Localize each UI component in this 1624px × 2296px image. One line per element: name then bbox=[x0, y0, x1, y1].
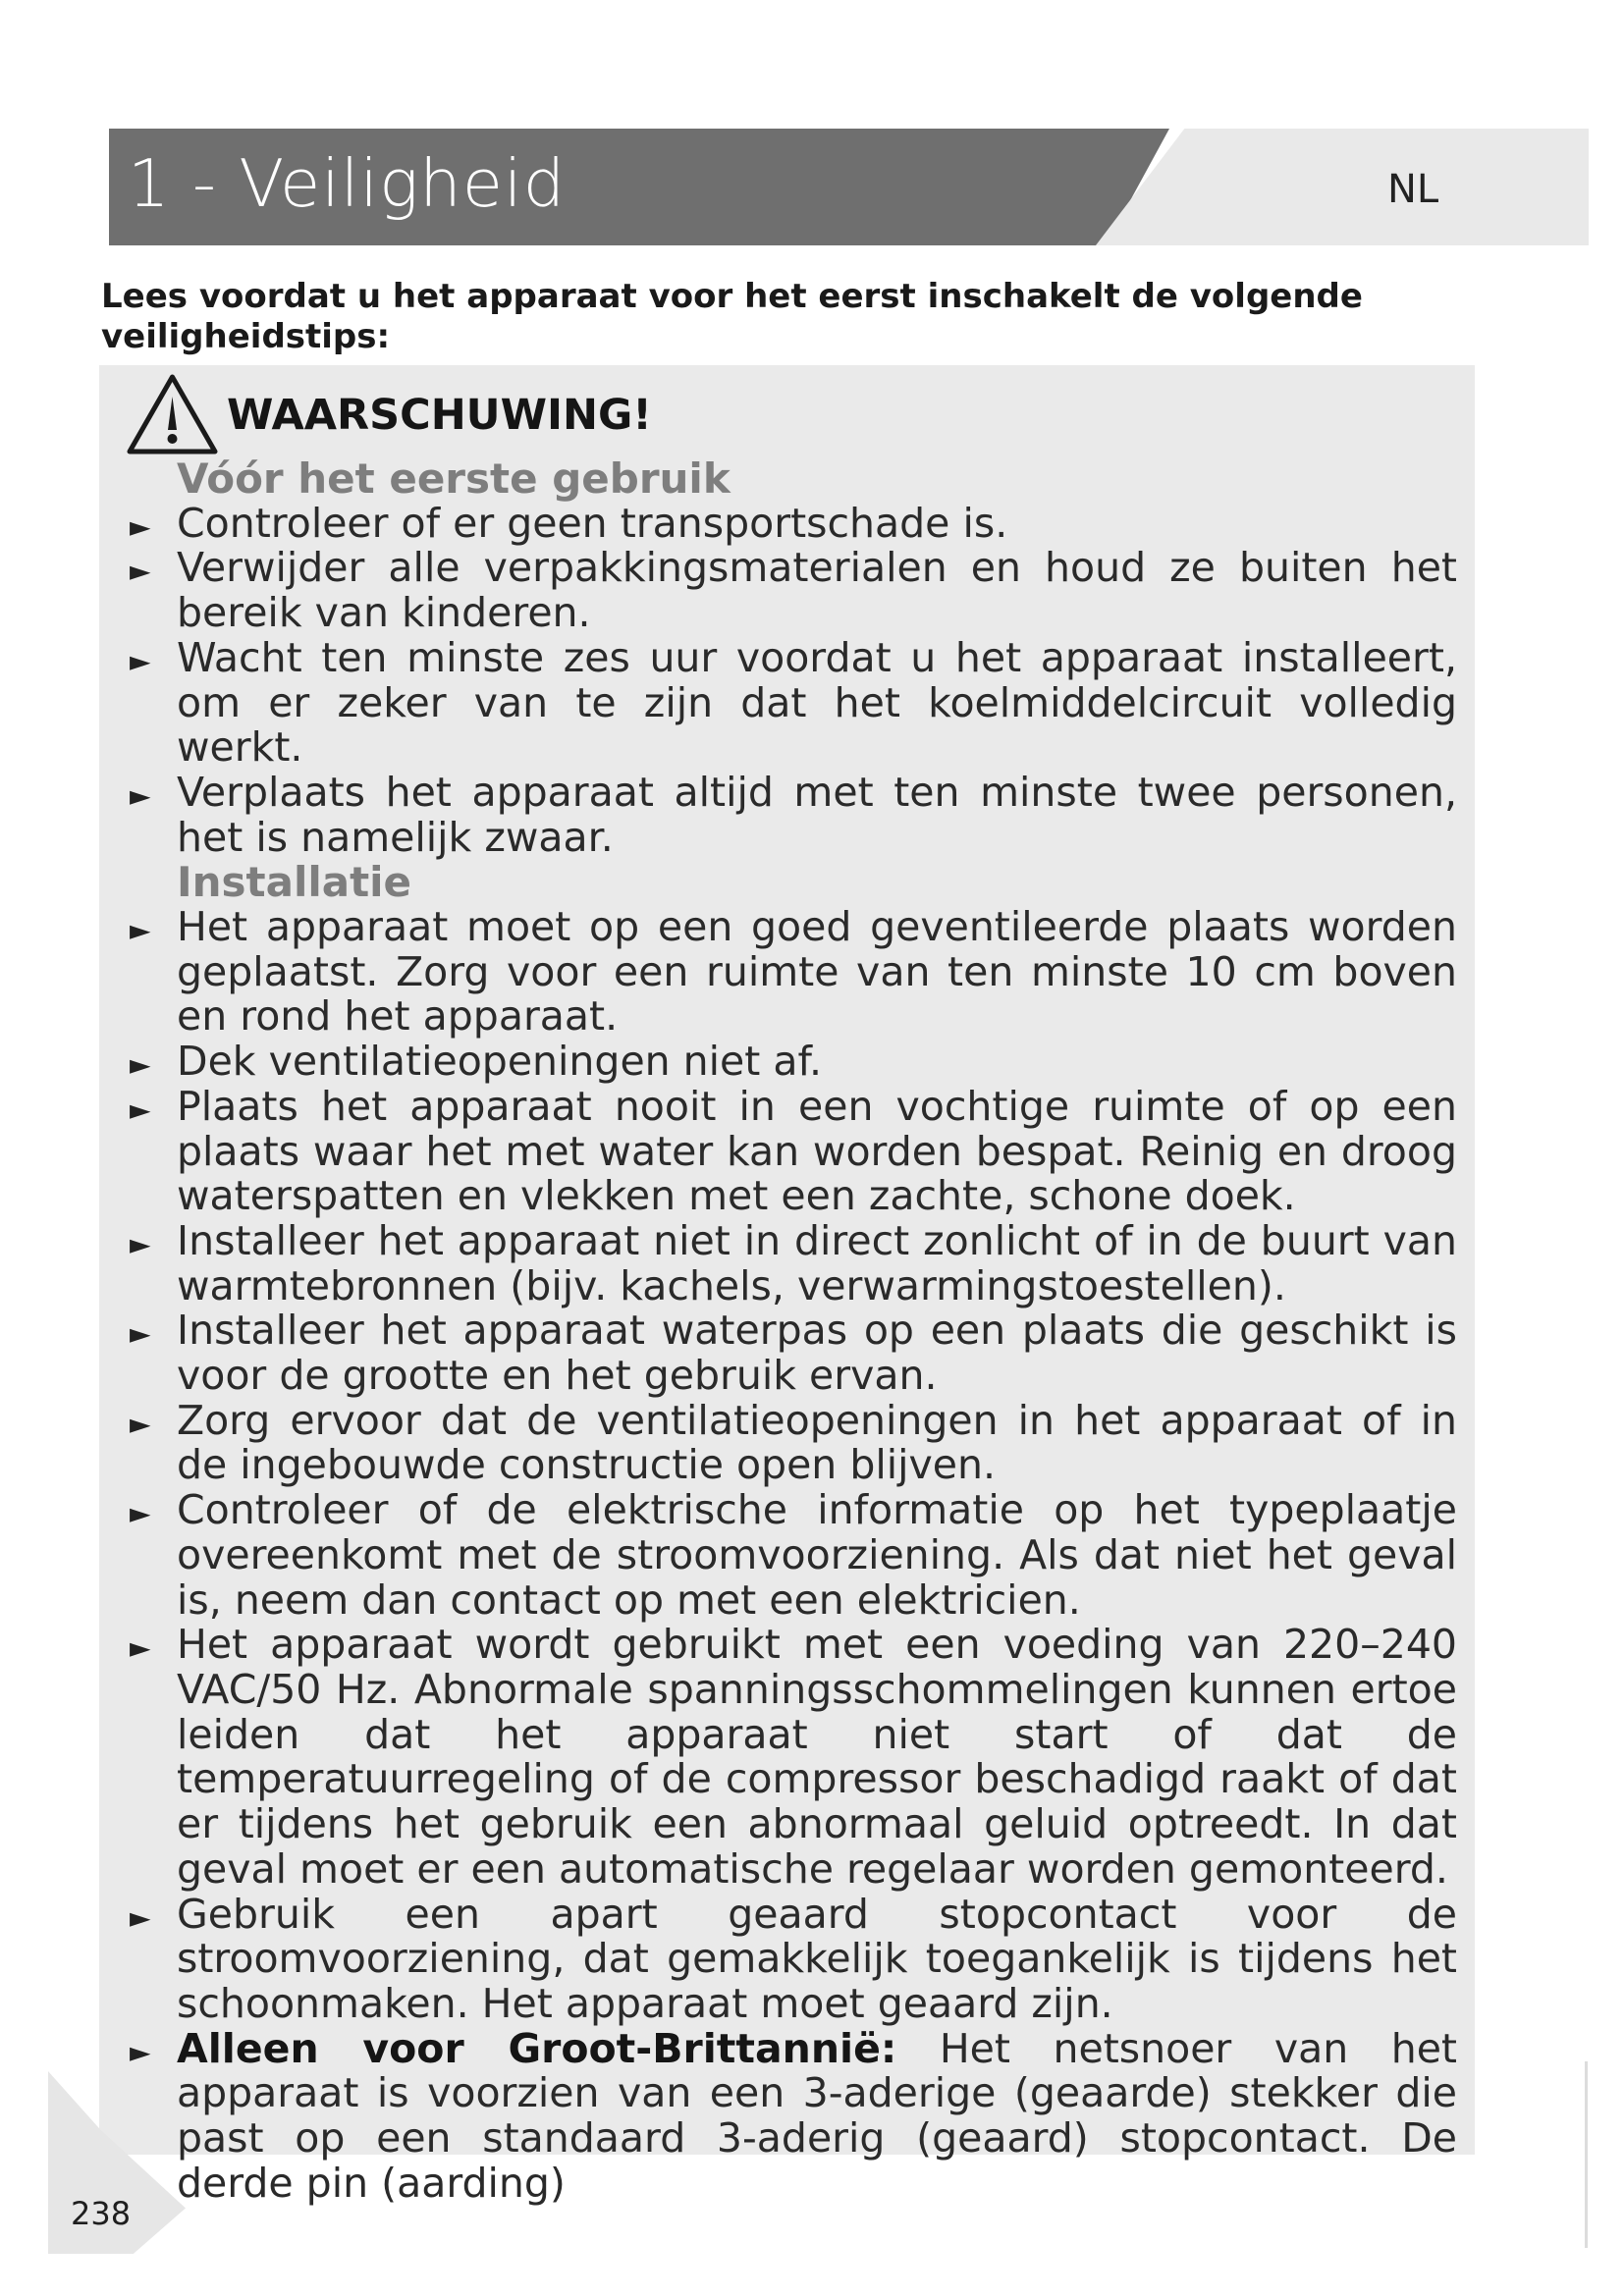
list-item: ► Plaats het apparaat nooit in een vochtige ruimte of op een plaats waar het met water kan worden bespat. Reinig en droog waterspatten en vlekken met een zachte, schone doek. bbox=[130, 1082, 1457, 1220]
list-item: ► Controleer of de elektrische informatie op het typeplaatje overeenkomt met de stroomvoorziening. Als dat niet het geval is, neem dan contact op met een elektricien. bbox=[130, 1486, 1457, 1624]
bullet-arrow-icon: ► bbox=[130, 555, 151, 588]
list-item: ► Alleen voor Groot-Brittannië: Het netsnoer van het apparaat is voorzien van een 3-aderige (geaarde) stekker die past op een standaard 3-aderig (geaard) stopcontact. De derde pin (aarding) bbox=[130, 2024, 1457, 2207]
page-number: 238 bbox=[71, 2195, 132, 2232]
bullet-arrow-icon: ► bbox=[130, 1407, 151, 1440]
bullet-arrow-icon: ► bbox=[130, 778, 151, 812]
installation-list bbox=[126, 905, 1457, 2206]
bullet-arrow-icon: ► bbox=[130, 1497, 151, 1530]
section-title-first-use: Vóór het eerste gebruik bbox=[177, 454, 731, 503]
list-item: ► Controleer of er geen transportschade is. bbox=[126, 502, 1457, 547]
section-title-installation: Installatie bbox=[177, 858, 412, 907]
bullet-arrow-icon: ► bbox=[130, 1093, 151, 1126]
list-item: ► Verwijder alle verpakkingsmaterialen en houd ze buiten het bereik van kinderen. bbox=[130, 544, 1457, 637]
margin-rule bbox=[1585, 2061, 1588, 2248]
bullet-arrow-icon: ► bbox=[130, 2035, 151, 2068]
bullet-arrow-icon: ► bbox=[130, 1317, 151, 1351]
bullet-arrow-icon: ► bbox=[130, 1048, 151, 1082]
list-item: ► Gebruik een apart geaard stopcontact voor de stroomvoorziening, dat gemakkelijk toegankelijk is tijdens het schoonmaken. Het apparaat moet geaard zijn. bbox=[130, 1890, 1457, 2027]
intro-text: Lees voordat u het apparaat voor het eerst inschakelt de volgende veiligheidstips: bbox=[101, 277, 1363, 356]
safety-content bbox=[126, 456, 1457, 2206]
bullet-arrow-icon: ► bbox=[130, 1631, 151, 1665]
warning-title: WAARSCHUWING! bbox=[227, 390, 652, 440]
bullet-arrow-icon: ► bbox=[130, 509, 151, 543]
page-title: 1 - Veiligheid bbox=[128, 145, 567, 222]
list-item: ► Zorg ervoor dat de ventilatieopeningen in het apparaat of in de ingebouwde constructie open blijven. bbox=[130, 1396, 1457, 1489]
list-item: ► Verplaats het apparaat altijd met ten minste twee personen, het is namelijk zwaar. bbox=[130, 768, 1457, 861]
bullet-arrow-icon: ► bbox=[130, 1227, 151, 1260]
list-item: ► Het apparaat wordt gebruikt met een voeding van 220–240 VAC/50 Hz. Abnormale spanningsschommelingen kunnen ertoe leiden dat het apparaat niet start of dat de temperatuurregeling of de compressor beschadigd raakt of dat er tijdens het gebruik een abnormaal geluid optreedt. In dat geval moet er een automatische regelaar worden gemonteerd. bbox=[130, 1621, 1457, 1893]
warning-triangle-icon bbox=[126, 373, 219, 456]
language-tab bbox=[1096, 129, 1589, 245]
list-item: ► Wacht ten minste zes uur voordat u het apparaat installeert, om er zeker van te zijn dat het koelmiddelcircuit volledig werkt. bbox=[130, 633, 1457, 772]
bullet-arrow-icon: ► bbox=[130, 644, 151, 677]
list-item: ► Het apparaat moet op een goed geventileerde plaats worden geplaatst. Zorg voor een ruimte van ten minste 10 cm boven en rond het apparaat. bbox=[130, 903, 1457, 1041]
bullet-arrow-icon: ► bbox=[130, 1900, 151, 1934]
warning-heading bbox=[126, 373, 652, 456]
list-item: ► Installeer het apparaat waterpas op een plaats die geschikt is voor de grootte en het gebruik ervan. bbox=[130, 1307, 1457, 1400]
list-item: ► Installeer het apparaat niet in direct zonlicht of in de buurt van warmtebronnen (bijv. kachels, verwarmingstoestellen). bbox=[130, 1216, 1457, 1309]
bullet-arrow-icon: ► bbox=[130, 914, 151, 947]
language-label: NL bbox=[1387, 167, 1439, 212]
first-use-list bbox=[126, 499, 1457, 861]
list-item: ► Dek ventilatieopeningen niet af. bbox=[126, 1040, 1457, 1085]
